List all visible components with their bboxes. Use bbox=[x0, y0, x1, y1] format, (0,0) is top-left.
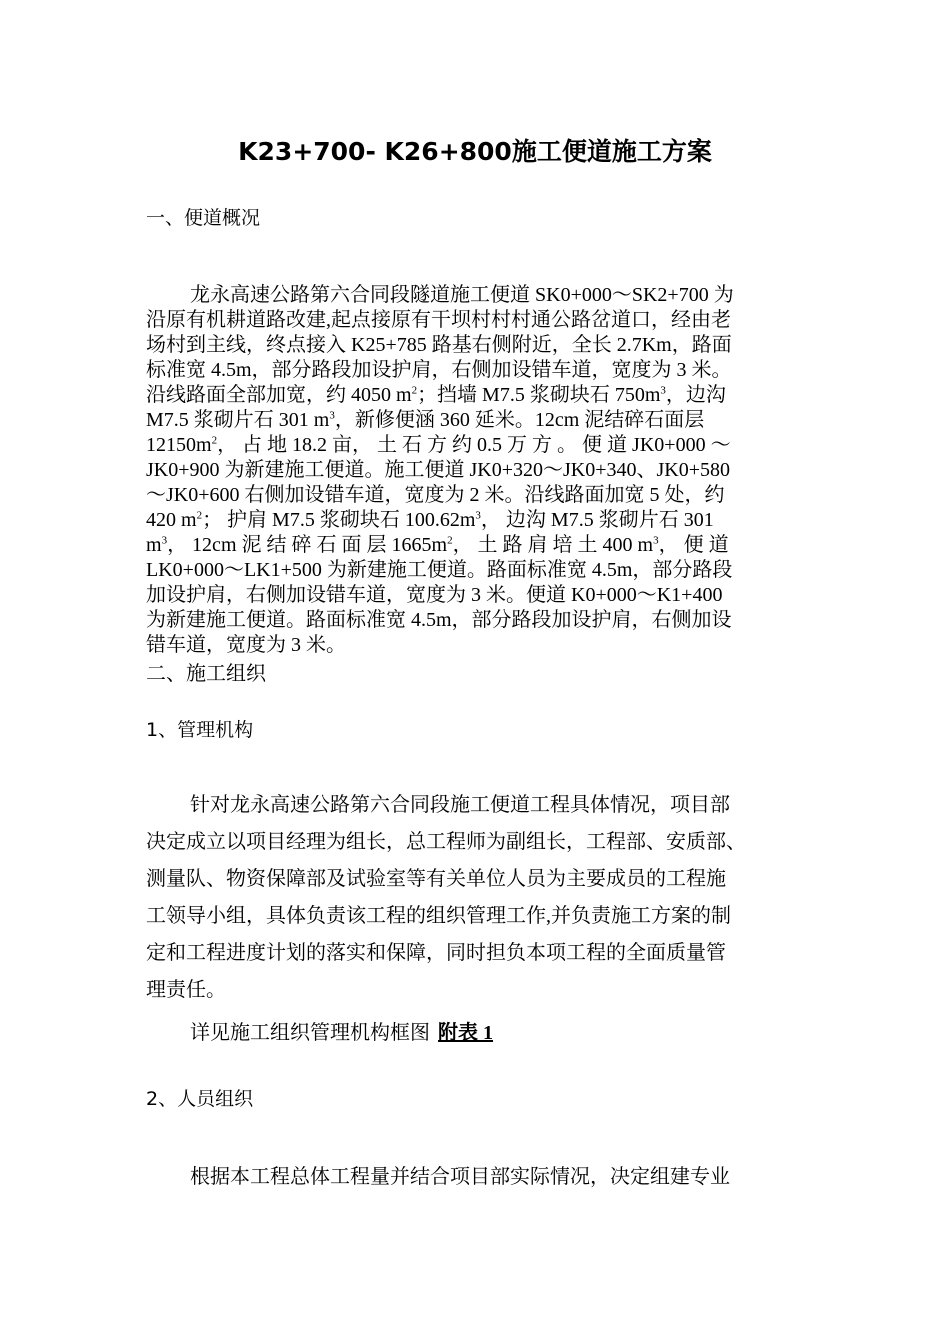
paragraph-line bbox=[146, 533, 810, 558]
unit-superscript: 2 bbox=[211, 434, 218, 447]
paragraph-line: 测量队、物资保障部及试验室等有关单位人员为主要成员的工程施 bbox=[146, 868, 726, 890]
line-text: 沿线路面全部加宽，约 4050 m bbox=[146, 384, 412, 406]
line-text: ，边沟 bbox=[665, 384, 726, 406]
line-text: ， 便 道 bbox=[658, 534, 729, 556]
unit-superscript: 3 bbox=[660, 384, 666, 397]
section-heading-overview: 一、便道概况 bbox=[146, 207, 261, 229]
line-text: ， 占 地 18.2 亩， 土 石 方 约 0.5 万 方 。 便 道 JK0+000 ～ bbox=[217, 434, 731, 456]
line-text: m bbox=[146, 534, 162, 556]
reference-text: 详见施工组织管理机构框图 bbox=[190, 1022, 430, 1044]
line-text: ， 边沟 M7.5 浆砌片石 301 bbox=[480, 509, 714, 531]
paragraph-line bbox=[146, 508, 810, 533]
document-title: K23+700- K26+800施工便道施工方案 bbox=[238, 137, 712, 166]
overview-paragraph bbox=[146, 283, 810, 658]
paragraph-line bbox=[146, 383, 810, 408]
staffing-paragraph: 根据本工程总体工程量并结合项目部实际情况，决定组建专业 bbox=[190, 1166, 730, 1188]
paragraph-line: 沿原有机耕道路改建,起点接原有干坝村村村通公路岔道口，经由老 bbox=[146, 309, 731, 331]
paragraph-line: 为新建施工便道。路面标准宽 4.5m，部分路段加设护肩，右侧加设 bbox=[146, 609, 732, 631]
line-text: 420 m bbox=[146, 509, 197, 531]
paragraph-line bbox=[146, 433, 810, 458]
paragraph-line: 针对龙永高速公路第六合同段施工便道工程具体情况，项目部 bbox=[190, 794, 730, 816]
subsection-heading-staffing: 2、人员组织 bbox=[146, 1088, 254, 1110]
line-text: ； 护肩 M7.5 浆砌块石 100.62m bbox=[202, 509, 476, 531]
paragraph-line: ～JK0+600 右侧加设错车道，宽度为 2 米。沿线路面加宽 5 处，约 bbox=[146, 484, 725, 506]
paragraph-line: JK0+900 为新建施工便道。施工便道 JK0+320～JK0+340、JK0+580 bbox=[146, 459, 731, 481]
paragraph-line bbox=[146, 408, 810, 433]
unit-superscript: 3 bbox=[475, 509, 481, 522]
unit-superscript: 3 bbox=[161, 534, 168, 547]
line-text: M7.5 浆砌片石 301 m bbox=[146, 409, 330, 431]
unit-superscript: 3 bbox=[653, 534, 659, 547]
paragraph-line: 错车道，宽度为 3 米。 bbox=[146, 634, 346, 656]
paragraph-line: 加设护肩，右侧加设错车道，宽度为 3 米。便道 K0+000～K1+400 bbox=[146, 584, 723, 606]
line-text: ， 土 路 肩 培 土 400 m bbox=[452, 534, 654, 556]
line-text: ，新修便涵 360 延米。12cm 泥结碎石面层 bbox=[334, 409, 705, 431]
paragraph-line: 决定成立以项目经理为组长，总工程师为副组长，工程部、安质部、 bbox=[146, 831, 746, 853]
paragraph-line: 工领导小组，具体负责该工程的组织管理工作,并负责施工方案的制 bbox=[146, 905, 731, 927]
paragraph-line: 龙永高速公路第六合同段隧道施工便道 SK0+000～SK2+700 为 bbox=[190, 284, 734, 306]
paragraph-line: LK0+000～LK1+500 为新建施工便道。路面标准宽 4.5m，部分路段 bbox=[146, 559, 733, 581]
line-text: ；挡墙 M7.5 浆砌块石 750m bbox=[417, 384, 661, 406]
paragraph-line: 理责任。 bbox=[146, 979, 226, 1001]
reference-line bbox=[190, 1016, 503, 1045]
unit-superscript: 2 bbox=[196, 509, 203, 522]
appendix-link[interactable]: 附表 1 bbox=[438, 1022, 493, 1044]
line-text: 12150m bbox=[146, 434, 212, 456]
management-paragraph bbox=[146, 787, 810, 1009]
subsection-heading-management: 1、管理机构 bbox=[146, 719, 254, 741]
unit-superscript: 3 bbox=[329, 409, 335, 422]
paragraph-line: 场村到主线，终点接入 K25+785 路基右侧附近，全长 2.7Km，路面 bbox=[146, 334, 732, 356]
section-heading-organization: 二、施工组织 bbox=[146, 663, 266, 685]
unit-superscript: 2 bbox=[447, 534, 453, 547]
paragraph-line: 定和工程进度计划的落实和保障，同时担负本项工程的全面质量管 bbox=[146, 942, 726, 964]
unit-superscript: 2 bbox=[411, 384, 418, 397]
line-text: ， 12cm 泥 结 碎 石 面 层 1665m bbox=[167, 534, 448, 556]
paragraph-line: 标准宽 4.5m，部分路段加设护肩，右侧加设错车道，宽度为 3 米。 bbox=[146, 359, 732, 381]
